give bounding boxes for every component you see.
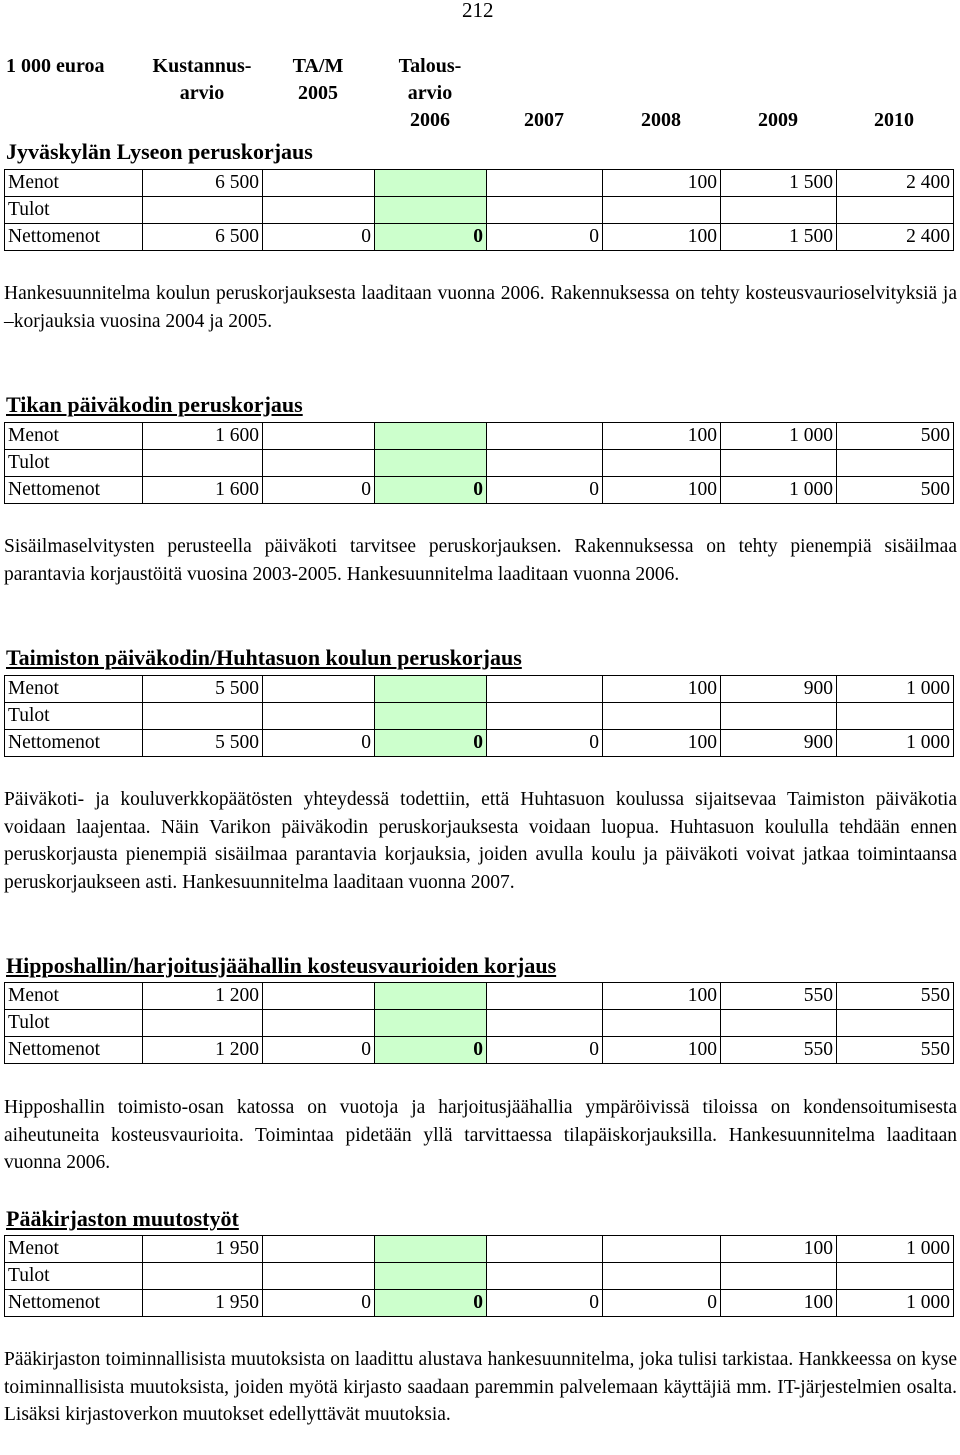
row-label: Menot (5, 1236, 143, 1263)
table-cell (487, 1010, 603, 1037)
table-cell: 100 (603, 983, 721, 1010)
header-unit: 1 000 euroa (6, 55, 105, 77)
table-cell: 1 600 (143, 477, 263, 504)
table-cell: 6 500 (143, 224, 263, 251)
table-cell: 1 000 (721, 423, 837, 450)
table-cell (263, 983, 375, 1010)
table-cell (721, 703, 837, 730)
table-cell: 1 950 (143, 1236, 263, 1263)
project-title: Hipposhallin/harjoitusjäähallin kosteusvaurioiden korjaus (6, 953, 557, 978)
table-cell: 100 (721, 1236, 837, 1263)
table-cell: 1 000 (721, 477, 837, 504)
table-cell: 100 (603, 1037, 721, 1064)
table-cell: 0 (487, 1037, 603, 1064)
header-cost-estimate: Kustannus- arvio (152, 55, 252, 104)
table-cell (375, 1010, 487, 1037)
table-row (5, 477, 954, 504)
table-cell (837, 703, 954, 730)
row-label: Tulot (5, 197, 143, 224)
table-cell: 5 500 (143, 730, 263, 757)
row-label: Nettomenot (5, 730, 143, 757)
table-cell: 0 (263, 224, 375, 251)
table-cell (263, 450, 375, 477)
table-cell: 0 (263, 477, 375, 504)
row-label: Menot (5, 170, 143, 197)
table-cell: 100 (603, 477, 721, 504)
page-number: 212 (462, 0, 494, 22)
table-cell (375, 703, 487, 730)
table-cell (837, 1263, 954, 1290)
table-cell (263, 197, 375, 224)
header-year-2007: 2007 (524, 109, 564, 131)
table-row (5, 703, 954, 730)
project-title: Tikan päiväkodin peruskorjaus (6, 392, 303, 417)
header-budget: Talous- arvio 2006 (398, 55, 462, 131)
table-cell (375, 1263, 487, 1290)
table-cell (263, 1263, 375, 1290)
table-cell (263, 170, 375, 197)
table-row (5, 170, 954, 197)
table-cell: 1 500 (721, 224, 837, 251)
table-cell: 0 (375, 224, 487, 251)
table-cell: 100 (603, 224, 721, 251)
table-cell: 2 400 (837, 170, 954, 197)
table-cell: 2 400 (837, 224, 954, 251)
header-year-2009: 2009 (758, 109, 798, 131)
table-cell (263, 1010, 375, 1037)
table-cell (263, 423, 375, 450)
table-cell: 550 (721, 1037, 837, 1064)
table-cell: 900 (721, 676, 837, 703)
table-cell: 0 (263, 730, 375, 757)
table-cell (143, 703, 263, 730)
table-cell (487, 450, 603, 477)
project-description: Pääkirjaston toiminnallisista muutoksista on laadittu alustava hankesuunnitelma, joka tulisi tarkistaa. Hankkeessa on kyse toiminnallisista muutoksista, joiden myötä kirjasto saadaan paremmin palvelemaan käyttäjiä mm. IT-järjestelmien osalta. Lisäksi kirjastoverkon muutokset edellyttävät muutoksia. (4, 1349, 957, 1425)
table-cell (487, 983, 603, 1010)
table-cell (487, 170, 603, 197)
table-cell (487, 703, 603, 730)
table-cell: 900 (721, 730, 837, 757)
table-cell: 0 (375, 730, 487, 757)
table-row (5, 1037, 954, 1064)
row-label: Nettomenot (5, 1290, 143, 1317)
table-cell (721, 197, 837, 224)
table-cell (375, 423, 487, 450)
table-cell (721, 450, 837, 477)
table-cell: 6 500 (143, 170, 263, 197)
table-row (5, 676, 954, 703)
table-cell (375, 170, 487, 197)
header-ta-m: TA/M 2005 (292, 55, 344, 104)
table-cell (143, 450, 263, 477)
table-cell: 1 000 (837, 730, 954, 757)
row-label: Menot (5, 423, 143, 450)
table-row (5, 983, 954, 1010)
budget-table (4, 422, 954, 504)
row-label: Tulot (5, 1010, 143, 1037)
table-cell (721, 1010, 837, 1037)
table-row (5, 1290, 954, 1317)
table-cell: 0 (603, 1290, 721, 1317)
table-cell: 550 (837, 1037, 954, 1064)
table-cell (603, 1236, 721, 1263)
table-cell (837, 197, 954, 224)
table-cell: 100 (603, 170, 721, 197)
table-cell: 1 600 (143, 423, 263, 450)
table-cell (603, 703, 721, 730)
table-cell (263, 676, 375, 703)
project-title: Pääkirjaston muutostyöt (6, 1206, 239, 1231)
table-cell: 500 (837, 477, 954, 504)
project-title: Jyväskylän Lyseon peruskorjaus (6, 139, 313, 164)
budget-table (4, 675, 954, 757)
table-cell (603, 1263, 721, 1290)
header-year-2008: 2008 (641, 109, 681, 131)
table-cell: 100 (603, 423, 721, 450)
table-cell (375, 1236, 487, 1263)
project-description: Hankesuunnitelma koulun peruskorjauksesta laaditaan vuonna 2006. Rakennuksessa on tehty kosteusvaurioselvityksiä ja –korjauksia vuosina 2004 ja 2005. (4, 283, 957, 332)
table-cell: 0 (375, 477, 487, 504)
table-cell: 100 (603, 676, 721, 703)
table-cell (263, 703, 375, 730)
table-row (5, 1236, 954, 1263)
row-label: Nettomenot (5, 224, 143, 251)
row-label: Nettomenot (5, 1037, 143, 1064)
table-cell: 500 (837, 423, 954, 450)
table-cell: 0 (487, 224, 603, 251)
table-cell (263, 1236, 375, 1263)
table-cell: 0 (487, 1290, 603, 1317)
table-cell: 5 500 (143, 676, 263, 703)
project-description: Päiväkoti- ja kouluverkkopäätösten yhteydessä todettiin, että Huhtasuon koulussa sijaitsevaa Taimiston päiväkotia voidaan laajentaa. Näin Varikon päiväkodin peruskorjauksesta voidaan luopua. Huhtasuon koululla tehdään ennen peruskorjausta pienempiä sisäilmaa parantavia korjauksia, joiden avulla koulu ja päiväkoti voivat jatkaa toimintaansa peruskorjaukseen asti. Hankesuunnitelma laaditaan vuonna 2007. (4, 789, 957, 893)
table-cell (375, 197, 487, 224)
table-cell: 0 (487, 477, 603, 504)
table-cell (487, 676, 603, 703)
table-cell: 550 (721, 983, 837, 1010)
row-label: Tulot (5, 450, 143, 477)
table-cell (143, 197, 263, 224)
table-row (5, 730, 954, 757)
budget-table (4, 982, 954, 1064)
table-cell (143, 1010, 263, 1037)
table-cell (603, 197, 721, 224)
row-label: Nettomenot (5, 477, 143, 504)
table-cell (721, 1263, 837, 1290)
table-cell: 0 (487, 730, 603, 757)
table-cell: 550 (837, 983, 954, 1010)
row-label: Menot (5, 983, 143, 1010)
table-cell (487, 423, 603, 450)
table-row (5, 450, 954, 477)
table-cell: 0 (263, 1290, 375, 1317)
table-cell (837, 1010, 954, 1037)
table-cell: 1 200 (143, 983, 263, 1010)
table-cell (487, 1263, 603, 1290)
table-cell (603, 450, 721, 477)
table-cell (837, 450, 954, 477)
row-label: Tulot (5, 703, 143, 730)
table-cell (143, 1263, 263, 1290)
row-label: Menot (5, 676, 143, 703)
budget-table (4, 169, 954, 251)
row-label: Tulot (5, 1263, 143, 1290)
table-cell: 1 000 (837, 676, 954, 703)
table-row (5, 1263, 954, 1290)
table-cell: 0 (375, 1290, 487, 1317)
project-description: Hipposhallin toimisto-osan katossa on vuotoja ja harjoitusjäähallia ympäröivissä tiloissa on kondensoitumisesta aiheutuneita kosteusvaurioita. Toimintaa pidetään yllä tarvittaessa tilapäiskorjauksilla. Hankesuunnitelma laaditaan vuonna 2006. (4, 1097, 957, 1173)
table-cell: 0 (263, 1037, 375, 1064)
table-cell: 1 000 (837, 1290, 954, 1317)
project-title: Taimiston päiväkodin/Huhtasuon koulun peruskorjaus (6, 645, 522, 670)
table-row (5, 197, 954, 224)
table-cell: 1 500 (721, 170, 837, 197)
table-row (5, 1010, 954, 1037)
table-row (5, 224, 954, 251)
table-cell (375, 450, 487, 477)
table-cell (375, 676, 487, 703)
table-cell: 0 (375, 1037, 487, 1064)
table-cell: 1 950 (143, 1290, 263, 1317)
table-cell (603, 1010, 721, 1037)
table-cell (487, 197, 603, 224)
project-description: Sisäilmaselvitysten perusteella päiväkoti tarvitsee peruskorjauksen. Rakennuksessa on tehty pienempiä sisäilmaa parantavia korjaustöitä vuosina 2003-2005. Hankesuunnitelma laaditaan vuonna 2006. (4, 536, 957, 585)
table-cell (375, 983, 487, 1010)
table-cell (487, 1236, 603, 1263)
table-cell: 100 (721, 1290, 837, 1317)
table-cell: 1 000 (837, 1236, 954, 1263)
table-row (5, 423, 954, 450)
budget-table (4, 1235, 954, 1317)
table-cell: 1 200 (143, 1037, 263, 1064)
table-cell: 100 (603, 730, 721, 757)
header-year-2010: 2010 (874, 109, 914, 131)
